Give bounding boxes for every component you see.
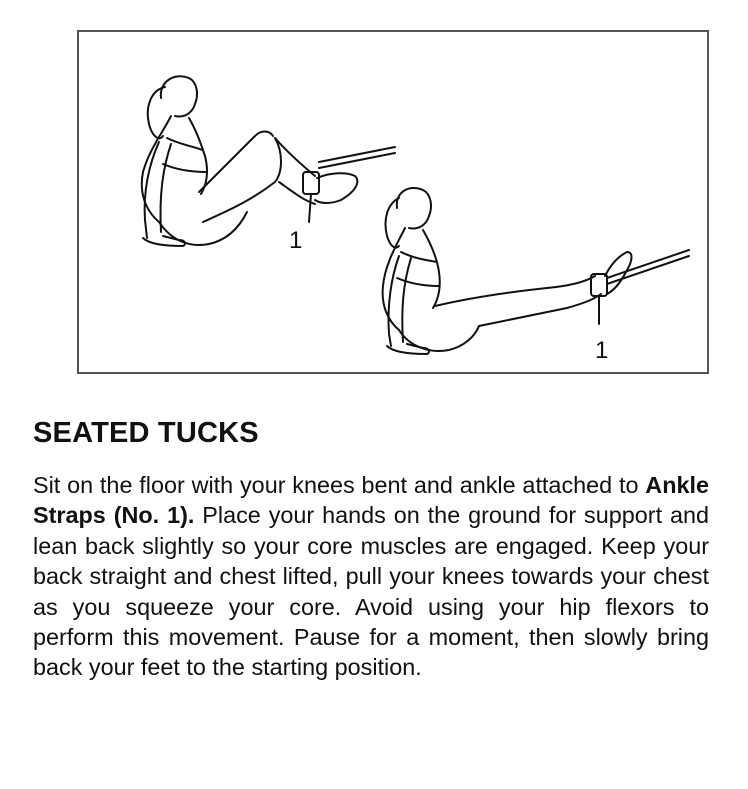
callout-number-left: 1 xyxy=(289,227,303,254)
description-text-start: Sit on the floor with your knees bent and ankle attached to xyxy=(33,472,646,498)
exercise-title: SEATED TUCKS xyxy=(33,417,259,449)
exercise-description xyxy=(33,470,709,683)
figure-tucked xyxy=(142,76,395,246)
exercise-illustration xyxy=(79,32,707,372)
callout-number-right: 1 xyxy=(595,337,609,364)
illustration-frame xyxy=(77,30,709,374)
figure-extended xyxy=(383,188,689,354)
description-text-end: Place your hands on the ground for support and lean back slightly so your core muscles are engaged. Keep your back straight and chest lifted, pull your knees towards your chest as you squeeze your core. Avoid using your hip flexors to perform this movement. Pause for a moment, then slowly bring back your feet to the starting position. xyxy=(33,502,709,681)
equipment-reference: Ankle Straps (No. 1). xyxy=(33,472,709,529)
